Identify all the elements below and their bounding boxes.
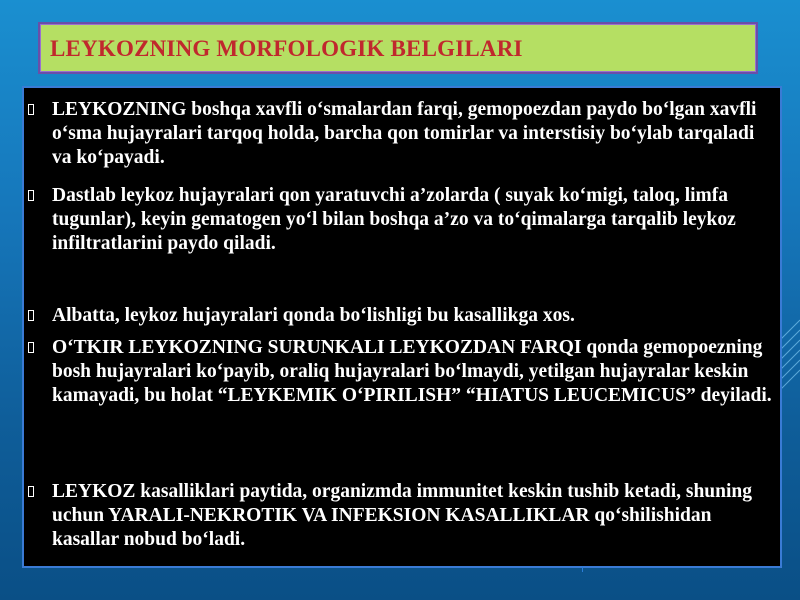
bullet-text: LEYKOZNING boshqa xavfli o‘smalardan farqi, gemopoezdan paydo bo‘lgan xavfli o‘sma hujayralari tarqoq holda, barcha qon tomirlar va interstisiy bo‘ylab tarqaladi va ko‘payadi. <box>52 99 757 168</box>
square-bullet-icon <box>28 486 34 497</box>
slide-title: LEYKOZNING MORFOLOGIK BELGILARI <box>50 36 523 61</box>
square-bullet-icon <box>28 342 34 353</box>
decorative-mark <box>582 566 587 572</box>
square-bullet-icon <box>28 190 34 201</box>
bullet-text: O‘TKIR LEYKOZNING SURUNKALI LEYKOZDAN FARQI qonda gemopoezning bosh hujayralari ko‘payib, oraliq hujayralari bo‘lmaydi, yetilgan hujayralar keskin kamayadi, bu holat “LEYKEMIK O‘PIRILISH” “HIATUS LEUCEMICUS” deyiladi. <box>52 337 772 406</box>
title-box <box>38 22 758 74</box>
bullet-text: Albatta, leykoz hujayralari qonda bo‘lishligi bu kasallikga xos. <box>52 305 575 326</box>
square-bullet-icon <box>28 104 34 115</box>
content-box <box>22 86 782 568</box>
square-bullet-icon <box>28 310 34 321</box>
bullet-text: Dastlab leykoz hujayralari qon yaratuvchi a’zolarda ( suyak ko‘migi, taloq, limfa tugunlar), keyin gematogen yo‘l bilan boshqa a’zo va to‘qimalarga tarqalib leykoz infiltratlarini paydo qiladi. <box>52 185 736 254</box>
bullet-text: LEYKOZ kasalliklari paytida, organizmda immunitet keskin tushib ketadi, shuning uchun YARALI-NEKROTIK VA INFEKSION KASALLIKLAR qo‘shilishidan kasallar nobud bo‘ladi. <box>52 481 753 550</box>
